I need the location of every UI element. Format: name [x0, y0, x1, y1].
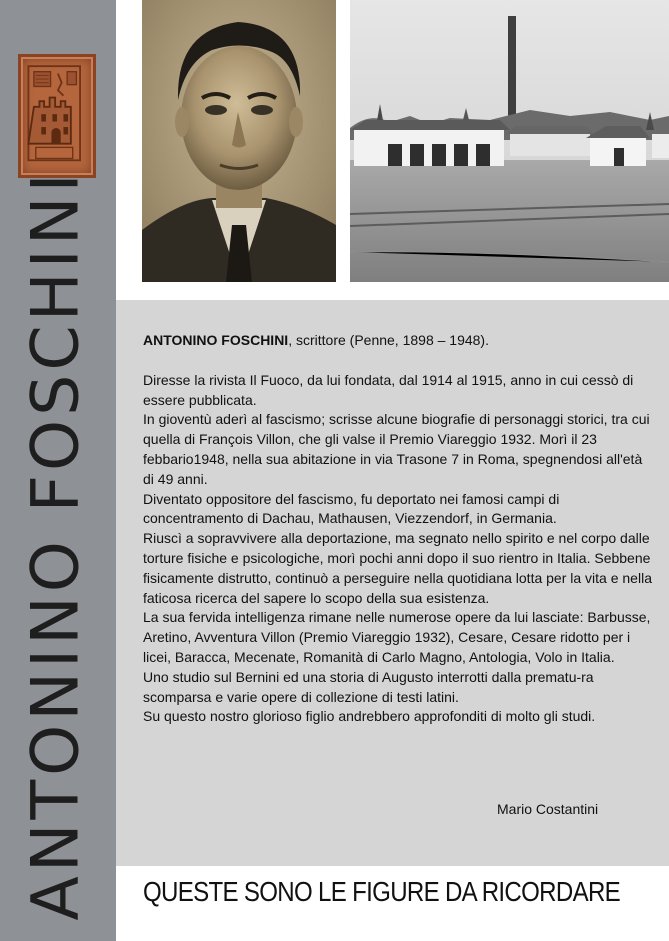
town-crest-logo	[18, 54, 96, 178]
castle-crest-icon	[21, 57, 93, 175]
subject-name: ANTONINO FOSCHINI	[143, 332, 289, 348]
paragraph: Diresse la rivista Il Fuoco, da lui fondata, dal 1914 al 1915, anno in cui cessò di essere pubblicata.	[143, 371, 634, 408]
paragraph: Diventato oppositore del fascismo, fu deportato nei famosi campi di concentramento di Dachau, Mathausen, Viezzendorf, in Germania.	[143, 490, 560, 527]
sidebar	[0, 0, 116, 941]
portrait-photo	[142, 0, 336, 282]
paragraph: Su questo nostro glorioso figlio andrebbero approfonditi di molto gli studi.	[143, 708, 596, 725]
biography-text	[143, 331, 655, 727]
subject-dates: , scrittore (Penne, 1898 – 1948).	[288, 332, 489, 348]
footer-caption: QUESTE SONO LE FIGURE DA RICORDARE	[143, 876, 621, 907]
paragraph: La sua fervida intelligenza rimane nelle numerose opere da lui lasciate: Barbusse, Aretino, Avventura Villon (Premio Viareggio 1932), Cesare, Cesare ridotto per i licei, Baracca, Mecenate, Romanità di Carlo Magno, Antologia, Volo in Italia.	[143, 609, 651, 665]
paragraph: Riuscì a sopravvivere alla deportazione, ma segnato nello spirito e nel corpo dalle torture fisiche e psicologiche, morì pochi anni dopo il suo rientro in Italia. Sebbene fisicamente distrutto, continuò a perseguire nella quotidiana lotta per la vita e nella faticosa ricerca del sapere lo scopo della sua esistenza.	[143, 530, 652, 606]
paragraph: In gioventù aderì al fascismo; scrisse alcune biografie di personaggi storici, tra cui quella di François Villon, che gli valse il Premio Viareggio 1932. Morì il 23 febbario1948, nella sua abitazione in via Trasone 7 in Roma, spegnendosi all'età di 49 anni.	[143, 411, 650, 487]
paragraph: Uno studio sul Bernini ed una storia di Augusto interrotti dalla prematu-ra scomparsa e varie opere di collezione di testi latini.	[143, 668, 594, 705]
camp-photo	[350, 0, 669, 282]
author-signature: Mario Costantini	[497, 801, 599, 817]
intro-line	[143, 331, 655, 351]
vertical-title: ANTONINO FOSCHINI	[18, 169, 94, 921]
